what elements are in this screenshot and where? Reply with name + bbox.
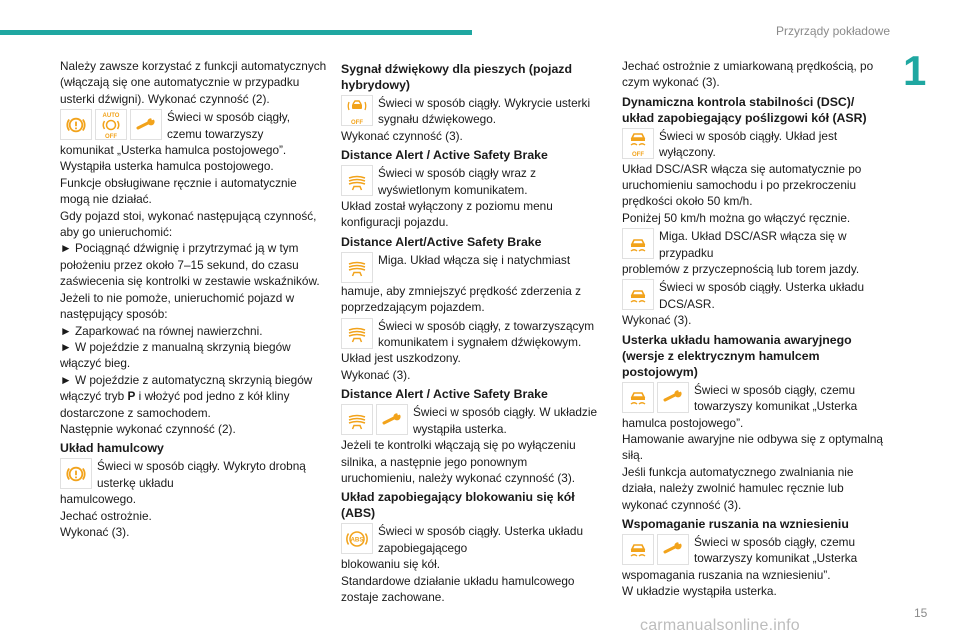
stability-control-off-icon (622, 128, 654, 159)
indicator-text: Świeci w sposób ciągły, czemu towarzyszy komunikat „Usterka (694, 534, 858, 566)
page-number: 15 (914, 606, 928, 620)
brake-warning-icon (60, 458, 92, 489)
paragraph: Następnie wykonać czynność (2). (60, 421, 236, 436)
stability-control-icon (622, 228, 654, 259)
indicator-row (622, 228, 884, 261)
section-heading: Usterka układu hamowania awaryjnego (wersje z elektrycznym hamulcem postojowym) (622, 332, 852, 379)
paragraph: Wykonać (3). (341, 367, 411, 382)
paragraph: hamulcowego. (60, 492, 137, 507)
section-heading: Sygnał dźwiękowy dla pieszych (pojazd hybrydowy) (341, 62, 572, 92)
icon-label-off: OFF (632, 152, 644, 158)
paragraph: Jechać ostrożnie z umiarkowaną prędkością, po czym wykonać (3). (622, 59, 874, 90)
indicator-row (622, 128, 884, 161)
indicator-row (341, 523, 603, 556)
indicator-text: Świeci w sposób ciągły. W układzie wystąpiła usterka. (413, 405, 598, 436)
icon-label-off: OFF (105, 133, 117, 139)
indicator-text: Świeci w sposób ciągły. Układ jest wyłączony. (659, 128, 838, 160)
section-heading: Wspomaganie ruszania na wzniesieniu (622, 516, 849, 531)
indicator-text: Świeci w sposób ciągły. Wykryto drobną usterkę układu (97, 459, 306, 490)
header-accent-bar (0, 30, 472, 35)
bullet-item: ► Zaparkować na równej nawierzchni. (60, 323, 263, 338)
indicator-text: Miga. Układ DSC/ASR włącza się w przypadku (659, 229, 847, 260)
icon-label-off: OFF (351, 119, 363, 125)
chapter-number: 1 (903, 47, 927, 94)
indicator-row (341, 95, 603, 128)
indicator-text: Miga. Układ włącza się i natychmiast (378, 252, 571, 267)
paragraph: Układ DSC/ASR włącza się automatycznie po uruchomieniu samochodu i po przekroczeniu prędkości około 50 km/h. (622, 161, 862, 209)
section-heading: Distance Alert / Active Safety Brake (341, 148, 548, 163)
paragraph: Układ został wyłączony z poziomu menu konfiguracji pojazdu. (341, 199, 553, 230)
brake-auto-off-icon (95, 109, 127, 140)
paragraph: komunikat „Usterka hamulca postojowego”. (60, 143, 287, 158)
section-title: Przyrządy pokładowe (775, 24, 890, 38)
collision-alert-icon (341, 165, 373, 196)
paragraph: Poniżej 50 km/h można go włączyć ręcznie. (622, 210, 851, 225)
bullet-item: ► Pociągnąć dźwignię i przytrzymać ją w tym położeniu przez około 7–15 sekund, do czasu zaświecenia się kontrolki w zestawie wskaźników. (60, 241, 320, 289)
paragraph: Jeśli funkcja automatycznego zwalniania nie działa, należy zwolnić hamulec ręcznie lub wykonać czynność (3). (622, 464, 854, 512)
wrench-icon (657, 382, 689, 413)
icon-label-auto: AUTO (102, 112, 120, 119)
section-heading: Układ zapobiegający blokowaniu się kół (ABS) (341, 490, 575, 521)
paragraph: Jechać ostrożnie. (60, 508, 152, 523)
collision-alert-icon (341, 252, 373, 283)
stability-control-icon (622, 382, 654, 413)
pedestrian-sound-off-icon (341, 95, 373, 126)
indicator-text: Świeci w sposób ciągły, czemu towarzyszy komunikat „Usterka (694, 382, 858, 414)
watermark: carmanualsonline.info (640, 617, 800, 634)
paragraph: Standardowe działanie układu hamulcowego zostaje zachowane. (341, 573, 575, 604)
wrench-icon (130, 109, 162, 140)
indicator-text: Świeci w sposób ciągły, czemu towarzyszy (167, 110, 291, 141)
column-1 (60, 58, 328, 540)
indicator-text: Świeci w sposób ciągły. Wykrycie usterki sygnału dźwiękowego. (378, 96, 591, 127)
paragraph: Wykonać (3). (60, 524, 130, 539)
wrench-icon (657, 534, 689, 565)
paragraph: Gdy pojazd stoi, wykonać następującą czynność, aby go unieruchomić: (60, 208, 317, 240)
column-3 (622, 58, 884, 600)
collision-alert-icon (341, 318, 373, 349)
paragraph: hamulca postojowego”. (622, 415, 744, 430)
indicator-row (60, 109, 328, 142)
bullet-item: ► W pojeździe z automatyczną skrzynią biegów włączyć tryb P i włożyć pod jedno z kół kliny dostarczone z samochodem. (60, 372, 313, 420)
paragraph: Jeżeli to nie pomoże, unieruchomić pojazd w następujący sposób: (60, 290, 295, 322)
indicator-row (341, 318, 603, 351)
paragraph: Hamowanie awaryjne nie odbywa się z optymalną siłą. (622, 431, 883, 463)
paragraph: hamuje, aby zmniejszyć prędkość zderzenia z poprzedzającym pojazdem. (341, 283, 581, 315)
collision-alert-icon (341, 404, 373, 435)
section-heading: Układ hamulcowy (60, 441, 164, 456)
section-heading: Dynamiczna kontrola stabilności (DSC)/ układ zapobiegający poślizgowi kół (ASR) (622, 94, 867, 125)
indicator-row (622, 279, 884, 312)
paragraph: wspomagania ruszania na wzniesieniu”. (622, 567, 831, 582)
indicator-row (341, 165, 603, 198)
indicator-row (60, 458, 328, 491)
paragraph: Układ jest uszkodzony. (341, 351, 461, 366)
section-heading: Distance Alert / Active Safety Brake (341, 387, 548, 402)
paragraph: blokowaniu się kół. (341, 557, 441, 572)
stability-control-icon (622, 279, 654, 310)
indicator-text: Świeci w sposób ciągły. Usterka układu DCS/ASR. (659, 280, 865, 311)
indicator-row (622, 382, 884, 415)
abs-icon (341, 523, 373, 554)
paragraph: Wykonać (3). (622, 313, 692, 328)
hill-start-assist-icon (622, 534, 654, 565)
paragraph: Wystąpiła usterka hamulca postojowego. (60, 159, 274, 174)
paragraph: problemów z przyczepnością lub torem jazdy. (622, 262, 860, 277)
paragraph: W układzie wystąpiła usterka. (622, 584, 777, 599)
icon-label-abs: ABS (350, 536, 364, 544)
paragraph: Należy zawsze korzystać z funkcji automatycznych (włączają się one automatycznie w przypadku usterki dźwigni). Wykonać czynność (2). (60, 59, 327, 106)
section-heading: Distance Alert/Active Safety Brake (341, 234, 542, 249)
indicator-text: Świeci w sposób ciągły. Usterka układu zapobiegającego (378, 524, 584, 555)
paragraph: Funkcje obsługiwane ręcznie i automatycznie mogą nie działać. (60, 175, 297, 207)
column-2 (341, 58, 603, 605)
indicator-row (341, 404, 603, 437)
indicator-row (622, 534, 884, 567)
bullet-item: ► W pojeździe z manualną skrzynią biegów włączyć bieg. (60, 339, 291, 371)
paragraph: Jeżeli te kontrolki włączają się po wyłączeniu silnika, a następnie jego ponownym uruchomieniu, należy wykonać czynność (3). (341, 438, 576, 485)
brake-warning-icon (60, 109, 92, 140)
indicator-row (341, 252, 603, 283)
wrench-icon (376, 404, 408, 435)
paragraph: Wykonać czynność (3). (341, 128, 463, 143)
indicator-text: Świeci w sposób ciągły, z towarzyszącym komunikatem i sygnałem dźwiękowym. (378, 318, 595, 350)
indicator-text: Świeci w sposób ciągły wraz z wyświetlonym komunikatem. (378, 166, 537, 197)
